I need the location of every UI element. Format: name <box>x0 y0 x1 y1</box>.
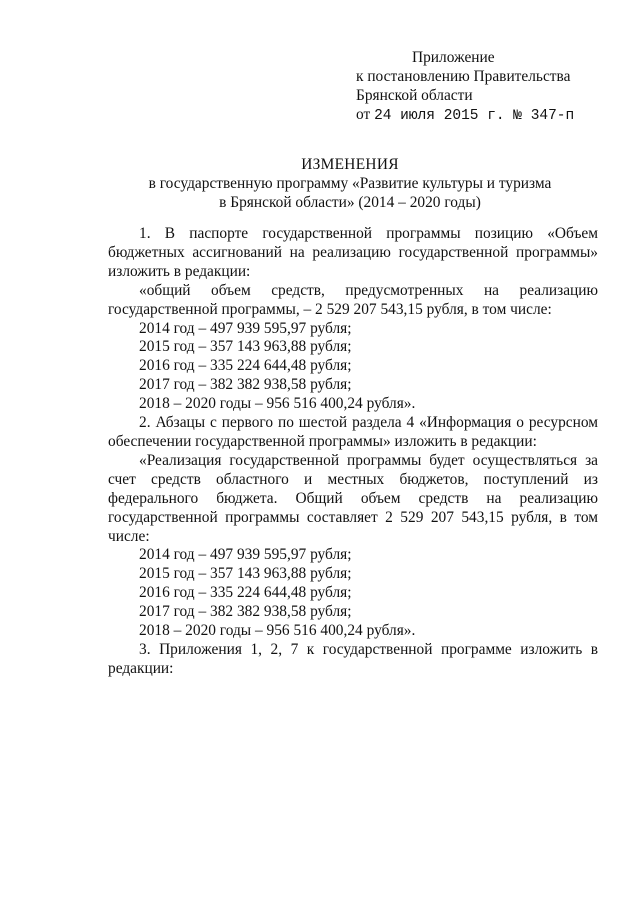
document-body <box>108 225 598 679</box>
approval-date-prefix: от <box>356 106 375 123</box>
section-1-year-2018-2020: 2018 – 2020 годы – 956 516 400,24 рубля». <box>139 395 416 413</box>
heading-line-2: в государственную программу «Развитие культуры и туризма <box>148 175 552 192</box>
section-1-year-2015: 2015 год – 357 143 963,88 рубля; <box>139 338 352 356</box>
document-heading <box>110 155 590 212</box>
section-2-year-2018-2020: 2018 – 2020 годы – 956 516 400,24 рубля». <box>139 622 416 640</box>
approval-date-value: 24 июля 2015 г. № 347-п <box>374 108 575 124</box>
section-2-quote: «Реализация государственной программы будет осуществляться за счет средств областного и местных бюджетов, поступлений из федерального бюджета. Общий объем средств на реализацию государственной программы составляет 2 529 207 543,15 рубля, в том числе: <box>108 451 598 545</box>
approval-block <box>356 48 616 126</box>
approval-date-line <box>356 105 616 126</box>
section-1-intro: 1. В паспорте государственной программы позицию «Объем бюджетных ассигнований на реализацию государственной программы» изложить в редакции: <box>108 225 598 280</box>
section-2-year-2016: 2016 год – 335 224 644,48 рубля; <box>139 584 352 602</box>
heading-line-3: в Брянской области» (2014 – 2020 годы) <box>219 194 481 211</box>
section-1-year-2017: 2017 год – 382 382 938,58 рубля; <box>139 376 352 394</box>
approval-line-3: Брянской области <box>356 87 473 104</box>
section-3-intro: 3. Приложения 1, 2, 7 к государственной программе изложить в редакции: <box>108 640 598 677</box>
section-1-quote: «общий объем средств, предусмотренных на реализацию государственной программы, – 2 529 207 543,15 рубля, в том числе: <box>108 281 598 318</box>
section-2-year-2015: 2015 год – 357 143 963,88 рубля; <box>139 565 352 583</box>
approval-line-2: к постановлению Правительства <box>356 68 571 85</box>
heading-title: ИЗМЕНЕНИЯ <box>301 156 399 173</box>
section-1-year-2014: 2014 год – 497 939 595,97 рубля; <box>139 319 352 337</box>
section-2-year-2017: 2017 год – 382 382 938,58 рубля; <box>139 603 352 621</box>
section-2-intro: 2. Абзацы с первого по шестой раздела 4 «Информация о ресурсном обеспечении государственной программы» изложить в редакции: <box>108 414 598 450</box>
section-1-year-2016: 2016 год – 335 224 644,48 рубля; <box>139 357 352 375</box>
section-2-year-2014: 2014 год – 497 939 595,97 рубля; <box>139 546 352 564</box>
approval-line-1: Приложение <box>412 49 495 66</box>
